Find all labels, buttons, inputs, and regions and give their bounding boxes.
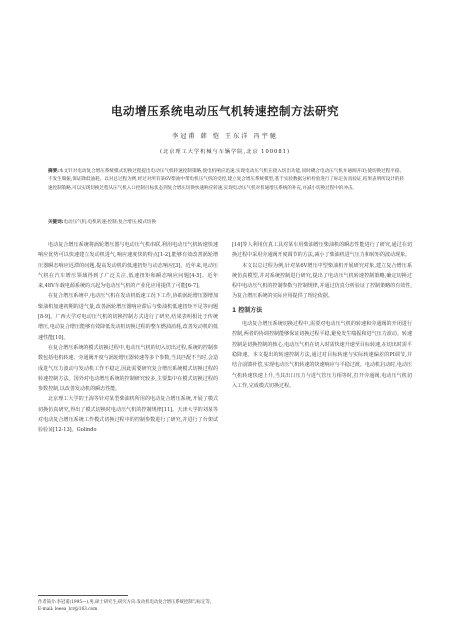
body-paragraph: [14]等人利用仿真工具对某车用柴油增压柴油机的瞬态性能进行了研究,通过在切换过程中采用旁通阀开度调节的方法,减小了柴油机进气压力和转矩的波动现象。 xyxy=(232,242,412,259)
body-paragraph: 电动复合增压系统切换过程中,需要对电动压气机的转速和旁通阀的开闭进行控制,两者的协调控制能够保证切换过程平稳,避免发生喘振和进气压力波动。转速控制是切换控制的核心,电动压气机在切入时需快速升速至目标转速,在切出时需平稳降速。本文提出的转速控制方法,通过对目标转速与实际转速偏差的PI调节,并结合前馈补偿,实现电动压气机转速的快速响应与平稳过渡。电动机启动时,电动压气机转速快速上升,当其出口压力与进气管压力相等时,打开旁通阀,电动压气机切入工作,完成模式切换过程。 xyxy=(232,321,412,389)
author-list: 李冠甫 韩 恺 王东洋 冯宇驰 xyxy=(172,133,278,140)
abstract xyxy=(48,168,404,193)
body-paragraph: 本文以总过程为例,针对某6V增压中型柴油机开展研究对象,建立复合增压系统仿真模型,并对系统控制进行研究,提出了电动压气机转速控制策略,确定切换过程中电动压气机的控制参数与控制规律,并通过仿真分析验证了控制策略的有效性,为复合增压系统的实际应用提供了理论依据。 xyxy=(232,262,412,300)
body-paragraph: 在复合增压系统的模式切换过程中,电动压气机的切入切出过程,系统的控制参数包括电机转速、旁通阀开度与涡轮增压器转速等多个参数,当其匹配不当时,会造成进气压力波动与发动机工作不稳定,因此需要研究复合增压系统模式切换过程的转速控制方法。国外对电动增压系统的控制研究较多,主要集中在模式切换过程的参数控制,以改善发动机的瞬态性能。 xyxy=(38,344,218,393)
keywords-text: 电动压气机;电机转速;控制;复合增压;模式切换 xyxy=(63,220,156,225)
section-heading: 1 控制方法 xyxy=(232,306,263,314)
body-paragraph: 北京理工大学的王海等针对某型柴油机所用的电动复合增压系统,开展了模式切换仿真研究,得出了模式切换时电动压气机的控制规律[11]。天津大学的刘某等对电动复合增压系统工作模式切换过程中的控制参数进行了研究,并进行了台架试验验证[12-13]。Golindo xyxy=(38,396,218,434)
keywords xyxy=(48,219,404,227)
abstract-label: 摘要: xyxy=(48,169,59,174)
footnote-email: E-mail: leeea_lcr@163.com xyxy=(38,607,98,613)
body-column-left xyxy=(38,240,218,436)
footnote-author-info: 作者简介:李冠甫(1995—),男,硕士研究生;研究方向:发动机电动复合增压系统控制与标定等。 xyxy=(38,600,215,605)
footnote-rule xyxy=(38,595,128,596)
keywords-label: 关键词: xyxy=(48,220,64,225)
abstract-text: 本文针对电动复合增压系统模式切换过程提出电动压气机转速控制策略,使电机响应迅速,实现电动压气机在接入切出功能,同时耦合电动压气机并通阀开闭;使切换过程平稳、不发生喘振,保证降低油耗、以对总过程为例,经过对所有某6V柴油中带电机压气机的受控,建立复合增压系统模型,基于实验数据分析检验进行了标定仿真验证,结果表明所设计的转速控制策略,可以实现切换过程从压气机入口控制目标状态到复合增压切换快速响应转速,实现电动压气机对普通增压系统的补充,并减小切换过程中的冲击。 xyxy=(48,169,404,191)
body-paragraph: 电动复合增压系统将涡轮增压器与电动压气机串联,利用电动压气机转速快速响应优势可以快速建立发动机进气,响应速度快的特点[1-2],能够有效改善涡轮增压器瞬态响应迟滞的问题,提高发动机的低速扭矩与动态响应[3]。近年来,电动压气机在汽车增压领域得到了广泛关注,低速扭矩和瞬态响应问题[4-5]。近年来,48V车载电源系统的兴起为电动压气机的产业化应用提供了可能[6-7]。 xyxy=(38,242,218,290)
footnote xyxy=(38,599,418,613)
paper-title: 电动增压系统电动压气机转速控制方法研究 xyxy=(111,104,339,118)
affiliation: (北京理工大学机械与车辆学院,北京 100081) xyxy=(160,149,290,155)
body-paragraph: 在复合增压系统中,电动压气机在发动机低速工况下工作,协助涡轮增压器增加柴油机加速初期的进气量,改善涡轮增压器响应滞后与柴油机低速扭矩不足等问题[8-9]。广西大学对电动压气机的切换控制方式进行了研究,结果表明相比于传统增压,电动复合增压能够有效降低发动机切换过程的整车燃油消耗,改善发动机的低速性能[10]。 xyxy=(38,293,218,341)
body-column-right xyxy=(232,240,412,391)
